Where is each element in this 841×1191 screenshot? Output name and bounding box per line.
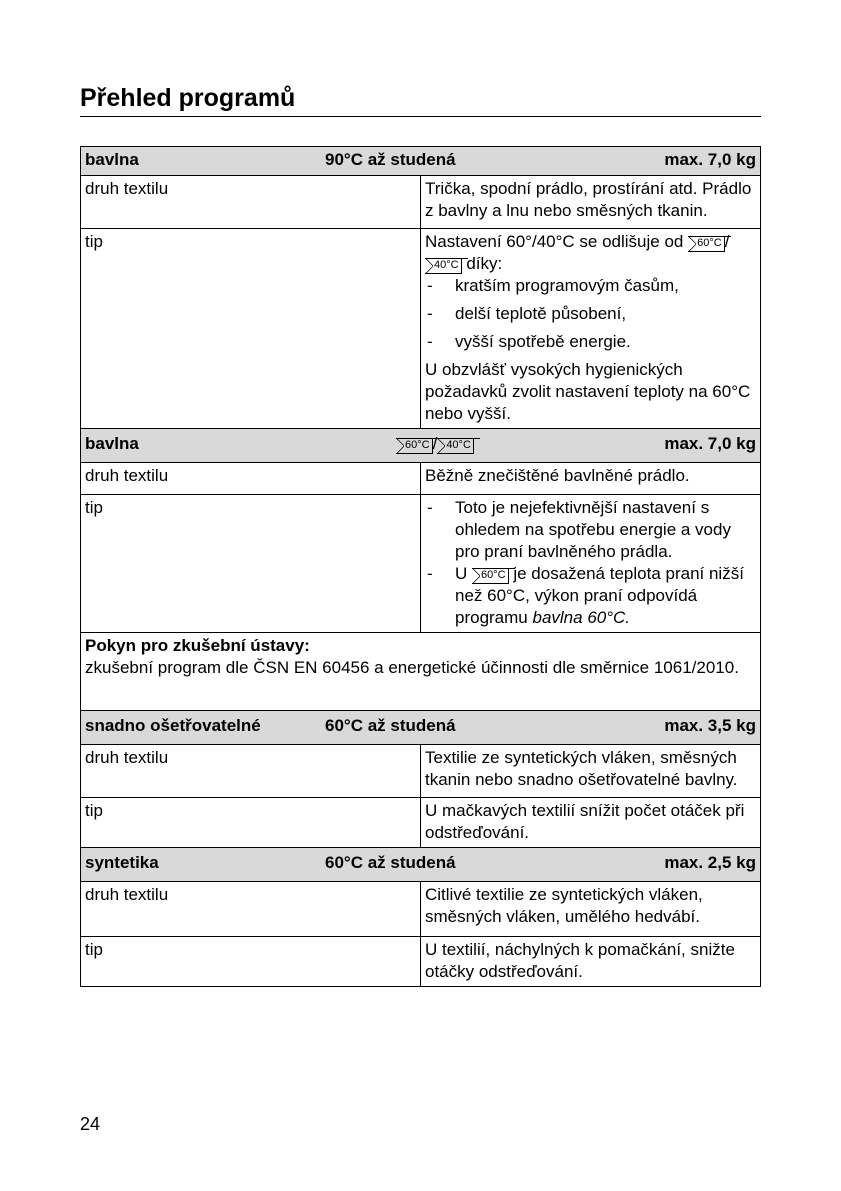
title-rule [80,116,761,117]
tip-intro-end: díky: [466,254,503,273]
slash: / [432,434,438,453]
row-value: Trička, spodní prádlo, prostírání atd. Prádlo z bavlny a lnu nebo směsných tkanin. [421,176,761,229]
table-row [81,229,761,429]
eco-60-icon: 60°C [472,568,509,584]
table-row [81,463,761,495]
row-label: tip [81,495,421,633]
row-value: U mačkavých textilií snížit počet otáček při odstřeďování. [421,798,761,848]
note-text: zkušební program dle ČSN EN 60456 a energetické účinnosti dle směrnice 1061/2010. [85,658,739,677]
program-temp: 60°C až studená [325,853,456,872]
note-row [81,633,761,711]
program-max: max. 7,0 kg [664,150,756,169]
page-number: 24 [80,1114,101,1134]
program-table [80,146,761,987]
list-item [425,563,756,629]
row-label: druh textilu [81,463,421,495]
program-header-snadno [81,711,761,745]
table-row [81,798,761,848]
eco-60-icon: 60°C [688,236,725,252]
row-label: tip [81,229,421,429]
program-max: max. 2,5 kg [664,853,756,872]
table-row [81,495,761,633]
program-max: max. 7,0 kg [664,434,756,453]
row-value [421,229,761,429]
list-item: - kratším programovým časům, [425,275,756,297]
tip-intro: Nastavení 60°/40°C se odlišuje od [425,232,684,251]
text: U [455,564,468,583]
eco-40-icon: 40°C [425,258,462,274]
tip-end: U obzvlášť vysokých hygienických požadavků zvolit nastavení teploty na 60°C nebo vyšší. [425,360,751,423]
program-name: bavlna [85,434,139,453]
program-header-syntetika [81,848,761,882]
row-label: druh textilu [81,745,421,798]
row-label: tip [81,798,421,848]
eco-60-icon: 60°C [396,438,433,454]
note-heading: Pokyn pro zkušební ústavy: [85,636,310,655]
row-label: druh textilu [81,176,421,229]
program-temp: 90°C až studená [325,150,456,169]
program-header-bavlna [81,147,761,176]
program-header-bavlna-eco [81,429,761,463]
program-temp: 60°C až studená [325,716,456,735]
program-name: bavlna [85,150,139,169]
row-value: Citlivé textilie ze syntetických vláken, směsných vláken, umělého hedvábí. [421,882,761,937]
program-reference: bavlna 60°C. [532,608,631,627]
slash: / [724,232,730,251]
table-row [81,882,761,937]
row-label: druh textilu [81,882,421,937]
list-item: - vyšší spotřebě energie. [425,331,756,353]
row-label: tip [81,937,421,987]
list-item: - delší teplotě působení, [425,303,756,325]
program-name: snadno ošetřovatelné [85,716,261,735]
table-row [81,937,761,987]
program-max: max. 3,5 kg [664,716,756,735]
text: je dosažená teplota praní nižší než 60°C, výkon praní odpovídá programu [455,564,744,627]
table-row [81,745,761,798]
list-item: - Toto je nejefektivnější nastavení s ohledem na spotřebu energie a vody pro praní bavlněného prádla. [425,497,756,563]
row-value: U textilií, náchylných k pomačkání, snižte otáčky odstřeďování. [421,937,761,987]
row-value [421,495,761,633]
row-value: Běžně znečištěné bavlněné prádlo. [421,463,761,495]
program-name: syntetika [85,853,159,872]
page-title: Přehled programů [80,84,296,112]
table-row [81,176,761,229]
row-value: Textilie ze syntetických vláken, směsných tkanin nebo snadno ošetřovatelné bavlny. [421,745,761,798]
eco-40-icon: 40°C [437,438,474,454]
